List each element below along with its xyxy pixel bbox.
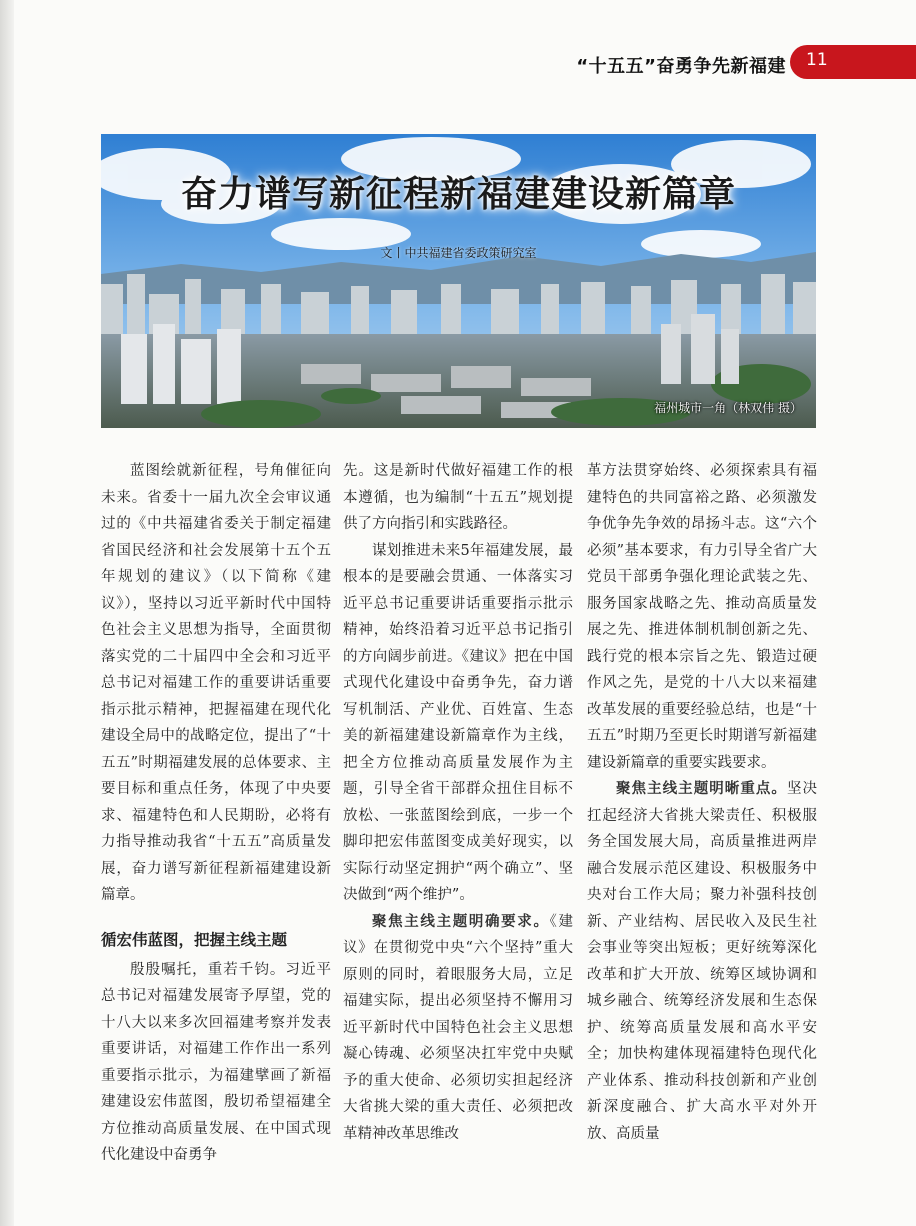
paragraph — [343, 909, 573, 1148]
hero-banner — [101, 134, 816, 428]
paragraph-body: 坚决扛起经济大省挑大梁责任、积极服务全国发展大局，高质量推进两岸融合发展示范区建设、积极服务中央对台工作大局；聚力补强科技创新、产业结构、居民收入及民生社会事业等突出短板；更好统筹深化改革和扩大开放、统筹区域协调和城乡融合、统筹经济发展和生态保护、统筹高质量发展和高水平安全；加快构建体现福建特色现代化产业体系、推动科技创新和产业创新深度融合、扩大高水平对外开放、高质量 — [587, 781, 818, 1142]
text-column-1 — [101, 458, 331, 1169]
text-column-3 — [587, 458, 817, 1147]
paragraph — [587, 776, 817, 1147]
paragraph: 先。这是新时代做好福建工作的根本遵循，也为编制“十五五”规划提供了方向指引和实践路径。 — [343, 463, 573, 532]
paragraph-lead: 聚焦主线主题明晰重点。 — [616, 781, 787, 797]
paragraph-lead: 聚焦主线主题明确要求。 — [372, 913, 550, 930]
page-number-tab — [790, 45, 916, 79]
article-byline: 文丨中共福建省委政策研究室 — [380, 246, 537, 260]
paragraph: 革方法贯穿始终、必须探索具有福建特色的共同富裕之路、必须激发争优争先争效的昂扬斗志。这“六个必须”基本要求，有力引导全省广大党员干部勇争强化理论武装之先、服务国家战略之先、推动高质量发展之先、推进体制机制创新之先、践行党的根本宗旨之先、锻造过硬作风之先，是党的十八大以来福建改革发展的重要经验总结，也是“十五五”时期乃至更长时期谱写新福建建设新篇章的重要实践要求。 — [587, 463, 817, 771]
article-title: 奋力谱写新征程新福建建设新篇章 — [180, 174, 736, 215]
page-spine-shadow — [0, 0, 14, 1226]
running-title: “十五五”奋勇争先新福建 — [576, 56, 786, 77]
paragraph: 蓝图绘就新征程，号角催征向未来。省委十一届九次全会审议通过的《中共福建省委关于制定福建省国民经济和社会发展第十五个五年规划的建议》（以下简称《建议》），坚持以习近平新时代中国特色社会主义思想为指导，全面贯彻落实党的二十届四中全会和习近平总书记对福建工作的重要讲话重要指示批示精神，把握福建在现代化建设全局中的战略定位，提出了“十五五”时期福建发展的总体要求、主要目标和重点任务，体现了中央要求、福建特色和人民期盼，必将有力指导推动我省“十五五”高质量发展，奋力谱写新征程新福建建设新篇章。 — [101, 463, 331, 903]
paragraph: 殷殷嘱托，重若千钧。习近平总书记对福建发展寄予厚望，党的十八大以来多次回福建考察并发表重要讲话，对福建工作作出一系列重要指示批示，为福建擘画了新福建建设宏伟蓝图，殷切希望福建全方位推动高质量发展、在中国式现代化建设中奋勇争 — [101, 961, 331, 1163]
text-column-2 — [343, 458, 573, 1147]
page-number: 11 — [806, 50, 828, 70]
section-heading: 循宏伟蓝图，把握主线主题 — [101, 930, 288, 949]
paragraph: 谋划推进未来5年福建发展，最根本的是要融会贯通、一体落实习近平总书记重要讲话重要指示批示精神，始终沿着习近平总书记指引的方向阔步前进。《建议》把在中国式现代化建设中奋勇争先，奋力谱写机制活、产业优、百姓富、生态美的新福建建设新篇章作为主线，把全方位推动高质量发展作为主题，引导全省干部群众扭住目标不放松、一张蓝图绘到底，一步一个脚印把宏伟蓝图变成美好现实，以实际行动坚定拥护“两个确立”、坚决做到“两个维护”。 — [343, 542, 573, 903]
photo-caption: 福州城市一角（林双伟 摄） — [654, 401, 802, 415]
paragraph-body: 《建议》在贯彻党中央“六个坚持”重大原则的同时，着眼服务大局，立足福建实际，提出必须坚持不懈用习近平新时代中国特色社会主义思想凝心铸魂、必须坚决扛牢党中央赋予的重大使命、必须切实担起经济大省挑大梁的重大责任、必须把改革精神改革思维改 — [343, 913, 574, 1142]
